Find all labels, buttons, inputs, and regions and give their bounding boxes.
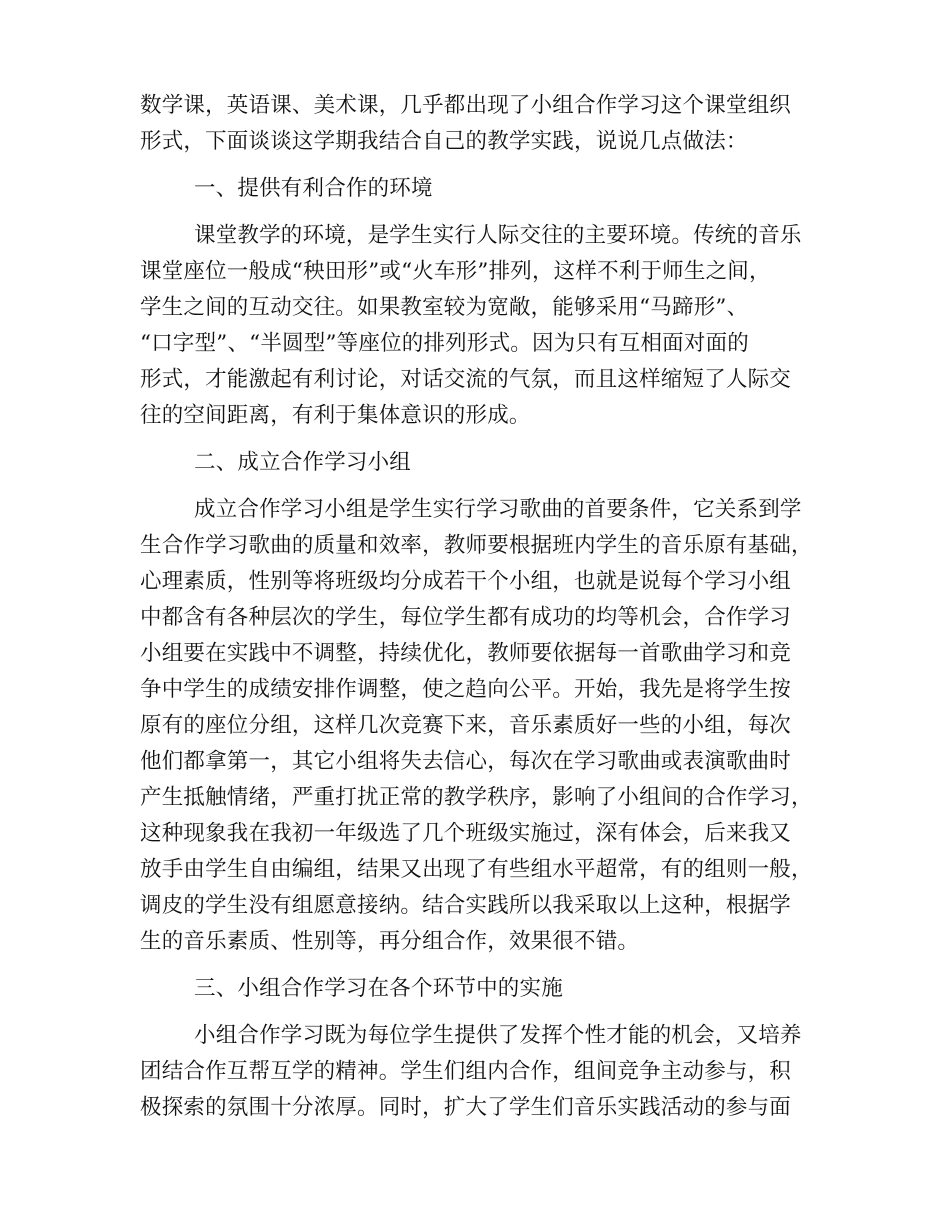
paragraph-line: 心理素质，性别等将班级均分成若干个小组，也就是说每个学习小组 — [140, 569, 792, 594]
section-heading-3: 三、小组合作学习在各个环节中的实施 — [194, 976, 563, 1001]
paragraph-line: “口字型”、“半圆型”等座位的排列形式。因为只有互相面对面的 — [140, 331, 749, 356]
paragraph-line: 调皮的学生没有组愿意接纳。结合实践所以我采取以上这种，根据学 — [140, 893, 792, 918]
paragraph-line: 他们都拿第一，其它小组将失去信心，每次在学习歌曲或表演歌曲时 — [140, 749, 792, 774]
paragraph-line: 形式，才能激起有利讨论，对话交流的气氛，而且这样缩短了人际交 — [140, 367, 792, 392]
paragraph-line: 课堂座位一般成“秧田形”或“火车形”排列，这样不利于师生之间， — [140, 259, 771, 284]
paragraph-line: 成立合作学习小组是学生实行学习歌曲的首要条件，它关系到学 — [194, 497, 802, 522]
section-heading-1: 一、提供有利合作的环境 — [194, 176, 433, 201]
section-heading-2: 二、成立合作学习小组 — [194, 450, 412, 475]
paragraph-line: 团结合作互帮互学的精神。学生们组内合作，组间竞争主动参与，积 — [140, 1059, 792, 1084]
paragraph-line: 生合作学习歌曲的质量和效率，教师要根据班内学生的音乐原有基础， — [140, 533, 813, 558]
paragraph-line: 小组合作学习既为每位学生提供了发挥个性才能的机会，又培养 — [194, 1023, 802, 1048]
paragraph-line: 小组要在实践中不调整，持续优化，教师要依据每一首歌曲学习和竞 — [140, 641, 792, 666]
paragraph-line: 争中学生的成绩安排作调整，使之趋向公平。开始，我先是将学生按 — [140, 677, 792, 702]
paragraph-line: 原有的座位分组，这样几次竞赛下来，音乐素质好一些的小组，每次 — [140, 713, 792, 738]
paragraph-line: 中都含有各种层次的学生，每位学生都有成功的均等机会，合作学习 — [140, 605, 792, 630]
paragraph-line: 放手由学生自由编组，结果又出现了有些组水平超常，有的组则一般， — [140, 857, 813, 882]
paragraph-line: 往的空间距离，有利于集体意识的形成。 — [140, 403, 531, 428]
paragraph-line: 学生之间的互动交往。如果教室较为宽敞，能够采用“马蹄形”、 — [140, 295, 749, 320]
paragraph-line: 这种现象我在我初一年级选了几个班级实施过，深有体会，后来我又 — [140, 821, 792, 846]
paragraph-line: 课堂教学的环境，是学生实行人际交往的主要环境。传统的音乐 — [194, 223, 802, 248]
paragraph-line: 极探索的氛围十分浓厚。同时，扩大了学生们音乐实践活动的参与面 — [140, 1095, 792, 1120]
paragraph-line: 数学课，英语课、美术课，几乎都出现了小组合作学习这个课堂组织 — [140, 93, 792, 118]
paragraph-line: 形式，下面谈谈这学期我结合自己的教学实践，说说几点做法： — [140, 129, 748, 154]
paragraph-line: 生的音乐素质、性别等，再分组合作，效果很不错。 — [140, 929, 640, 954]
paragraph-line: 产生抵触情绪，严重打扰正常的教学秩序，影响了小组间的合作学习， — [140, 785, 813, 810]
